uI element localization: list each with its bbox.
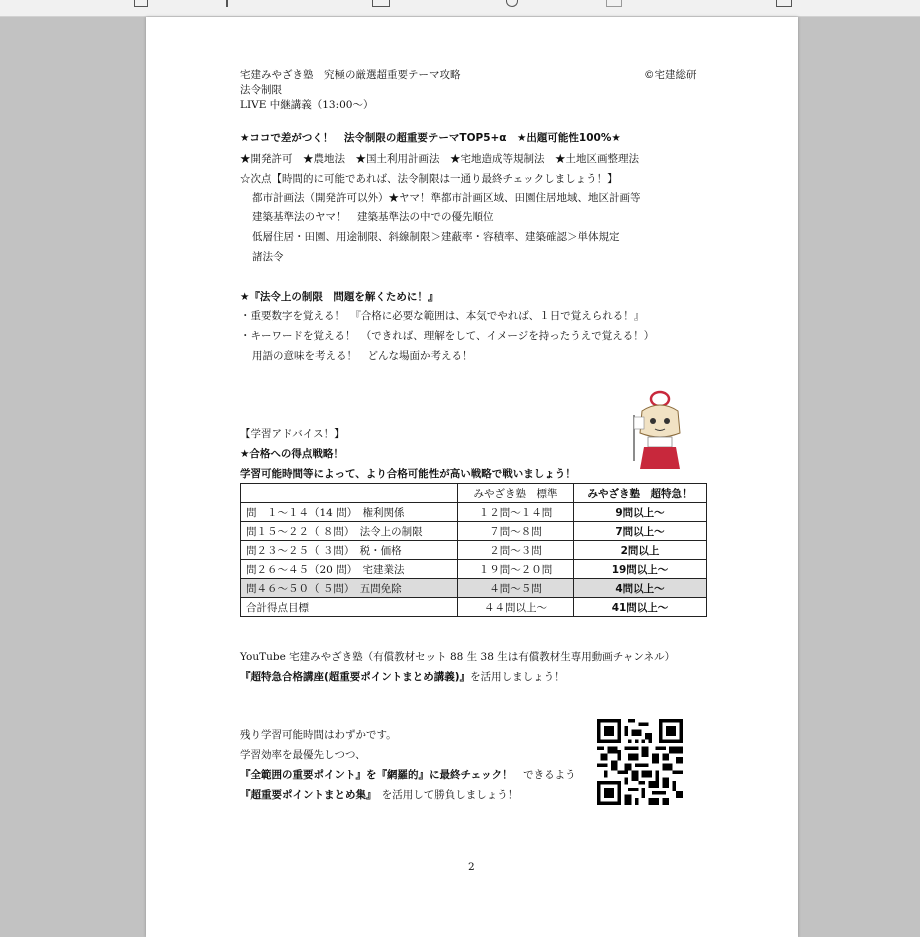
- page-icon[interactable]: [776, 0, 792, 7]
- table-row: [241, 503, 707, 522]
- section2-heading: ★『法令上の制限 問題を解くために！』: [240, 291, 439, 303]
- youtube-course-line: [240, 670, 565, 684]
- table-row-total: [241, 598, 707, 617]
- viewer-toolbar: [0, 0, 920, 17]
- table-cell: 41問以上〜: [574, 598, 707, 617]
- closing-suffix: できるよう: [512, 769, 576, 781]
- section1-heading: ★ココで差がつく！ 法令制限の超重要テーマTOP5+α ★出題可能性100%★: [240, 132, 621, 144]
- table-cell: 4問以上〜: [574, 579, 707, 598]
- rotate-icon[interactable]: [506, 0, 518, 7]
- table-header-cell: [241, 484, 458, 503]
- score-strategy-table: [240, 483, 707, 617]
- closing-emphasis: 『超重要ポイントまとめ集』: [240, 789, 372, 801]
- table-cell: ７問〜８問: [458, 522, 574, 541]
- table-row: [241, 522, 707, 541]
- table-header-cell: みやざき塾 標準: [458, 484, 574, 503]
- table-cell: 問１５〜２２（ ８問） 法令上の制限: [241, 522, 458, 541]
- section2-line: ・キーワードを覚える！ （できれば、理解をして、イメージを持ったうえで覚える！）: [240, 330, 655, 342]
- table-cell: ４問〜５問: [458, 579, 574, 598]
- closing-line: 残り学習可能時間はわずかです。: [240, 729, 397, 741]
- table-cell: 問２３〜２５（ ３問） 税・価格: [241, 541, 458, 560]
- qr-code[interactable]: [596, 719, 684, 805]
- table-cell: 19問以上〜: [574, 560, 707, 579]
- youtube-line: YouTube 宅建みやざき塾（有償教材セット 88 生 38 生は有償教材生専用動画チャンネル）: [240, 651, 676, 663]
- section2-line: 用語の意味を考える！ どんな場面か考える！: [252, 350, 473, 362]
- section2-line: ・重要数字を覚える！ 『合格に必要な範囲は、本気でやれば、１日で覚えられる！』: [240, 310, 645, 322]
- youtube-course: 『超特急合格講座(超重要ポイントまとめ講義)』: [240, 671, 471, 683]
- text-icon[interactable]: [226, 0, 230, 7]
- closing-emphasis: 『全範囲の重要ポイント』を『網羅的』に最終チェック！: [240, 769, 513, 781]
- closing-suffix: を活用して勝負しましょう！: [371, 789, 519, 801]
- section1-item: 都市計画法（開発許可以外）★ヤマ！準都市計画区域、田園住居地域、地区計画等: [252, 192, 641, 204]
- document-page: [146, 17, 798, 937]
- youtube-line2-suffix: を活用しましょう！: [470, 671, 565, 683]
- header-title: 宅建みやざき塾 究極の厳選超重要テーマ攻略: [240, 69, 461, 81]
- advice-heading: ★合格への得点戦略！: [240, 448, 344, 460]
- table-cell: 問２６〜４５（20 問） 宅建業法: [241, 560, 458, 579]
- table-row-highlighted: [241, 579, 707, 598]
- header-lecture: LIVE 中継講義（13:00〜）: [240, 99, 374, 111]
- section1-item: 低層住居・田園、用途制限、斜線制限＞建蔽率・容積率、建築確認＞単体規定: [252, 231, 620, 243]
- table-cell: 問 １〜１４（14 問） 権利関係: [241, 503, 458, 522]
- section1-subheading: ☆次点【時間的に可能であれば、法令制限は一通り最終チェックしましょう！】: [240, 173, 618, 185]
- closing-line: 学習効率を最優先しつつ、: [240, 749, 366, 761]
- mascot-illustration: [628, 389, 690, 473]
- table-cell: 合計得点目標: [241, 598, 458, 617]
- table-cell: 問４６〜５０（ ５問） 五問免除: [241, 579, 458, 598]
- table-cell: 2問以上: [574, 541, 707, 560]
- table-header-row: [241, 484, 707, 503]
- page-number: 2: [468, 861, 475, 873]
- table-row: [241, 560, 707, 579]
- table-header-cell: みやざき塾 超特急！: [574, 484, 707, 503]
- section1-item: 諸法令: [252, 251, 284, 263]
- table-cell: １９問〜２０問: [458, 560, 574, 579]
- crop-icon[interactable]: [606, 0, 622, 7]
- header-subject: 法令制限: [240, 84, 282, 96]
- table-cell: 9問以上〜: [574, 503, 707, 522]
- table-cell: 7問以上〜: [574, 522, 707, 541]
- table-cell: ２問〜３問: [458, 541, 574, 560]
- table-row: [241, 541, 707, 560]
- closing-line: [240, 788, 518, 802]
- section1-item: 建築基準法のヤマ！ 建築基準法の中での優先順位: [252, 211, 494, 223]
- advice-label: 【学習アドバイス！】: [240, 428, 345, 440]
- advice-strategy: 学習可能時間等によって、より合格可能性が高い戦略で戦いましょう！: [240, 468, 576, 480]
- edit-icon[interactable]: [134, 0, 148, 7]
- closing-line: [240, 768, 576, 782]
- section1-topics: ★開発許可 ★農地法 ★国土利用計画法 ★宅地造成等規制法 ★土地区画整理法: [240, 153, 639, 165]
- header-copyright: ©宅建総研: [644, 69, 697, 81]
- table-cell: １２問〜１４問: [458, 503, 574, 522]
- table-cell: ４４問以上〜: [458, 598, 574, 617]
- print-icon[interactable]: [372, 0, 390, 7]
